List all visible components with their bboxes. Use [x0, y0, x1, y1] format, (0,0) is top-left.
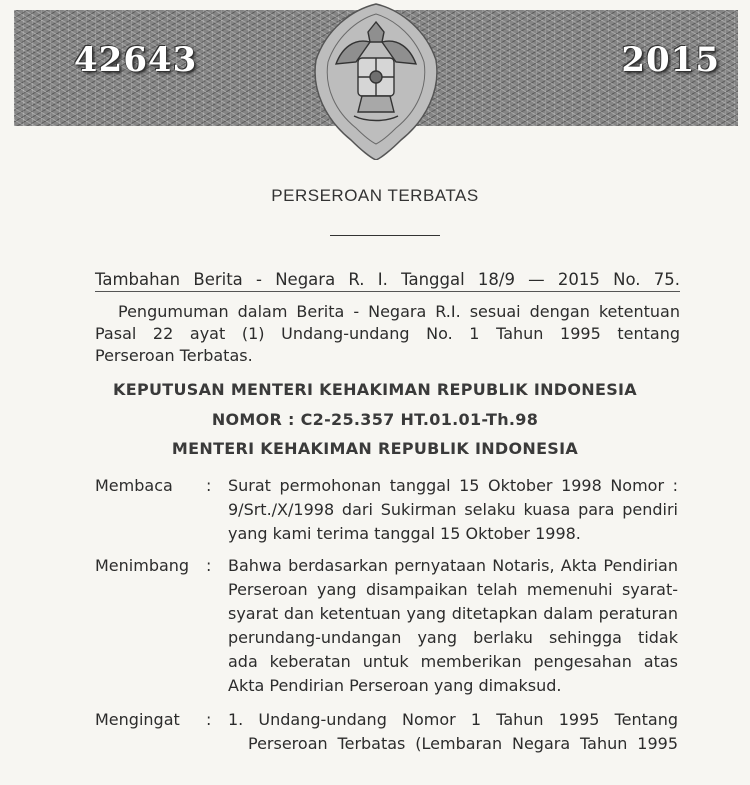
clause-line: Akta Pendirian Perseroan yang dimaksud.	[228, 676, 562, 695]
clause-line: Bahwa berdasarkan pernyataan Notaris, Akta Pendirian	[228, 556, 678, 575]
clause-colon: :	[206, 556, 212, 575]
clause-line: Surat permohonan tanggal 15 Oktober 1998 Nomor :	[228, 476, 678, 495]
minister-title: MENTERI KEHAKIMAN REPUBLIK INDONESIA	[171, 439, 579, 458]
announcement-line: Pengumuman dalam Berita - Negara R.I. sesuai dengan ketentuan	[118, 302, 680, 321]
supplement-line: Tambahan Berita - Negara R. I. Tanggal 18/9 — 2015 No. 75.	[95, 270, 680, 292]
clause-line: syarat dan ketentuan yang ditetapkan dalam peraturan	[228, 604, 678, 623]
clause-label-menimbang: Menimbang	[95, 556, 190, 575]
clause-line: Perseroan Terbatas (Lembaran Negara Tahun 1995	[248, 734, 678, 753]
clause-colon: :	[206, 476, 212, 495]
title-rule	[330, 235, 440, 236]
clause-line: perundang-undangan yang berlaku sehingga tidak	[228, 628, 678, 647]
clause-line: 1. Undang-undang Nomor 1 Tahun 1995 Tentang	[228, 710, 678, 729]
serial-number: 42643	[74, 40, 198, 80]
clause-label-mengingat: Mengingat	[95, 710, 180, 729]
section-title: PERSEROAN TERBATAS	[271, 186, 479, 205]
decree-number: NOMOR : C2-25.357 HT.01.01-Th.98	[211, 410, 539, 429]
clause-label-membaca: Membaca	[95, 476, 173, 495]
announcement-line: Pasal 22 ayat (1) Undang-undang No. 1 Tahun 1995 tentang	[95, 324, 680, 343]
year-number: 2015	[621, 40, 720, 80]
announcement-line: Perseroan Terbatas.	[95, 346, 253, 365]
clause-line: Perseroan yang disampaikan telah memenuhi syarat-	[228, 580, 678, 599]
decree-title: KEPUTUSAN MENTERI KEHAKIMAN REPUBLIK INDONESIA	[113, 380, 637, 399]
garuda-emblem-icon	[296, 0, 456, 160]
clause-line: 9/Srt./X/1998 dari Sukirman selaku kuasa para pendiri	[228, 500, 678, 519]
clause-line: yang kami terima tanggal 15 Oktober 1998.	[228, 524, 581, 543]
clause-line: ada keberatan untuk memberikan pengesahan atas	[228, 652, 678, 671]
clause-colon: :	[206, 710, 212, 729]
